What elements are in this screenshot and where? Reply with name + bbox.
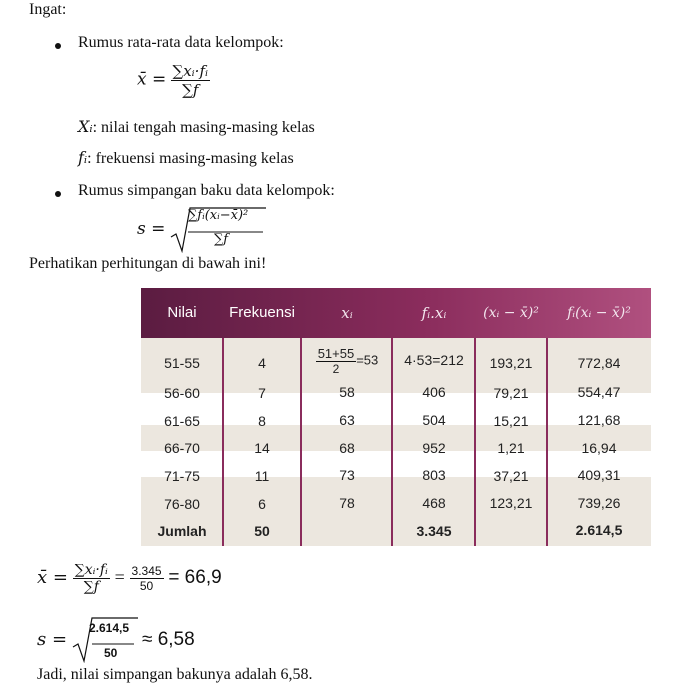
xi-definition bbox=[78, 117, 315, 137]
header-fi-deviation-sq: fᵢ(xᵢ − x̄)² bbox=[567, 305, 631, 321]
stddev-numerator: ∑fᵢ(xᵢ−x̄)² bbox=[188, 208, 249, 223]
mean-calculation: x̄ = $\frac{\text{∑xᵢ·fᵢ}}{\sum f}$ = $\frac{3.345}{50}$ = 66,9 bbox=[37, 562, 222, 595]
mean-lhs: x̄ = bbox=[137, 69, 167, 90]
stddev-result: ≈ 6,58 bbox=[142, 629, 195, 650]
bullet-stddev-formula: Rumus simpangan baku data kelompok: bbox=[78, 182, 335, 199]
fi-text: : frekuensi masing-masing kelas bbox=[87, 150, 294, 167]
xi-text: : nilai tengah masing-masing kelas bbox=[92, 119, 315, 136]
total-label: Jumlah bbox=[157, 523, 207, 539]
bullet-mean-formula: Rumus rata-rata data kelompok: bbox=[78, 34, 284, 51]
stddev-calc-denominator: 50 bbox=[104, 646, 118, 660]
total-fi-deviation-sq: 2.614,5 bbox=[575, 522, 623, 538]
header-deviation-sq: (xᵢ − x̄)² bbox=[483, 305, 539, 321]
bullet-dot bbox=[55, 43, 61, 49]
stddev-denominator: ∑f bbox=[214, 232, 229, 247]
stddev-calc-numerator: 2.614,5 bbox=[89, 621, 130, 635]
instruction-text: Perhatikan perhitungan di bawah ini! bbox=[29, 255, 267, 272]
fi-definition bbox=[78, 148, 294, 168]
mean-denominator: ∑f bbox=[182, 81, 199, 99]
header-nilai: Nilai bbox=[167, 304, 197, 321]
xi-symbol: Xᵢ bbox=[78, 117, 93, 136]
header-xi: xᵢ bbox=[341, 304, 353, 322]
frequency-table: Nilai Frekuensi xᵢ fᵢ.xᵢ (xᵢ − x̄)² fᵢ(xᵢ − x̄)² 51-55 4 $\frac{51+55}{2}$ =53 4·53=212 193,21 772,84 56-60 7 58 406 79,21 554,47 61-65 8 63 504 15,21 121,68 66-70 14 68 952 1,21 16,94 71-75 11 73 803 37,21 409,31 76-80 6 78 468 123,21 739,26 Jumlah 50 3.345 2.614,5 bbox=[141, 288, 651, 546]
table-header bbox=[141, 288, 651, 338]
stddev-calc-lhs: s = bbox=[37, 629, 68, 650]
midpoint-calc: $\frac{51+55}{2}$ =53 bbox=[317, 346, 379, 376]
stddev-lhs: s = bbox=[137, 219, 166, 239]
header-frekuensi: Frekuensi bbox=[229, 304, 295, 321]
total-fixi: 3.345 bbox=[416, 523, 452, 539]
header-fixi: fᵢ.xᵢ bbox=[421, 304, 447, 322]
total-frequency: 50 bbox=[254, 523, 270, 539]
intro-label: Ingat: bbox=[29, 1, 67, 18]
fi-symbol: fᵢ bbox=[78, 148, 88, 167]
bullet-dot bbox=[55, 191, 61, 197]
mean-numerator: ∑xᵢ·fᵢ bbox=[172, 62, 209, 80]
conclusion-text: Jadi, nilai simpangan bakunya adalah 6,58. bbox=[37, 666, 313, 683]
mean-formula bbox=[137, 62, 210, 99]
